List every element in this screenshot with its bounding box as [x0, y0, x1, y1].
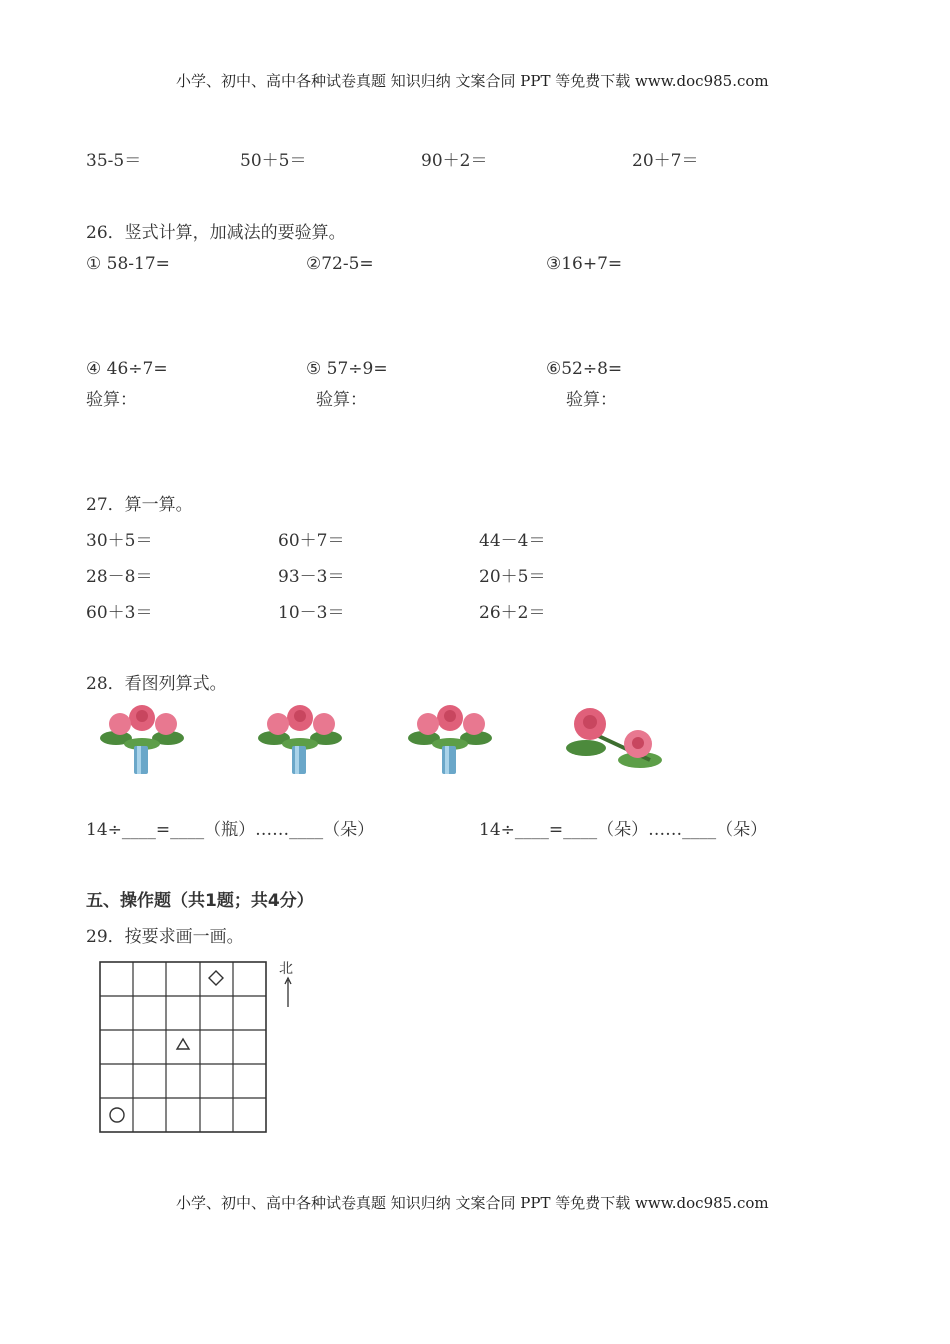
q26-item-5: ⑤ 57÷9= — [306, 359, 388, 379]
q26-check-1: 验算： — [86, 390, 137, 410]
q28-title: 28．看图列算式。 — [86, 674, 227, 694]
diamond-icon — [209, 971, 223, 985]
rose-vase-image — [96, 702, 190, 776]
q28-formula-left: 14÷____=____（瓶）……____（朵） — [86, 820, 375, 840]
q26-check-2: 验算： — [316, 390, 367, 410]
q26-title: 26．竖式计算，加减法的要验算。 — [86, 223, 346, 243]
rose-vase-image — [254, 702, 348, 776]
page-footer: 小学、初中、高中各种试卷真题 知识归纳 文案合同 PPT 等免费下载 www.doc985.com — [176, 1194, 769, 1212]
q26-item-4: ④ 46÷7= — [86, 359, 168, 379]
north-label: 北 — [279, 961, 293, 977]
direction-grid — [96, 958, 272, 1136]
page-header: 小学、初中、高中各种试卷真题 知识归纳 文案合同 PPT 等免费下载 www.doc985.com — [176, 72, 769, 90]
section-title: 五、操作题（共1题；共4分） — [86, 891, 314, 911]
q26-check-3: 验算： — [566, 390, 617, 410]
q27-expr: 28－8＝ — [86, 567, 153, 587]
expr-35-5: 35-5＝ — [86, 151, 142, 171]
expr-20+7: 20＋7＝ — [632, 151, 699, 171]
q27-expr: 44－4＝ — [479, 531, 546, 551]
expr-90+2: 90＋2＝ — [421, 151, 488, 171]
north-arrow-icon — [282, 976, 294, 1008]
q27-expr: 10－3＝ — [278, 603, 345, 623]
q29-title: 29．按要求画一画。 — [86, 927, 244, 947]
q27-expr: 30＋5＝ — [86, 531, 153, 551]
q27-title: 27．算一算。 — [86, 495, 193, 515]
expr-50+5: 50＋5＝ — [240, 151, 307, 171]
q26-item-3: ③16+7= — [546, 254, 623, 274]
circle-icon — [110, 1108, 124, 1122]
q28-formula-right: 14÷____=____（朵）……____（朵） — [479, 820, 768, 840]
q27-expr: 60＋3＝ — [86, 603, 153, 623]
q26-item-2: ②72-5= — [306, 254, 374, 274]
q26-item-6: ⑥52÷8= — [546, 359, 623, 379]
q27-expr: 93－3＝ — [278, 567, 345, 587]
loose-roses-image — [560, 702, 672, 772]
triangle-icon — [177, 1039, 189, 1049]
q27-expr: 26＋2＝ — [479, 603, 546, 623]
rose-vase-image — [404, 702, 498, 776]
q27-expr: 60＋7＝ — [278, 531, 345, 551]
q26-item-1: ① 58-17= — [86, 254, 170, 274]
q27-expr: 20＋5＝ — [479, 567, 546, 587]
